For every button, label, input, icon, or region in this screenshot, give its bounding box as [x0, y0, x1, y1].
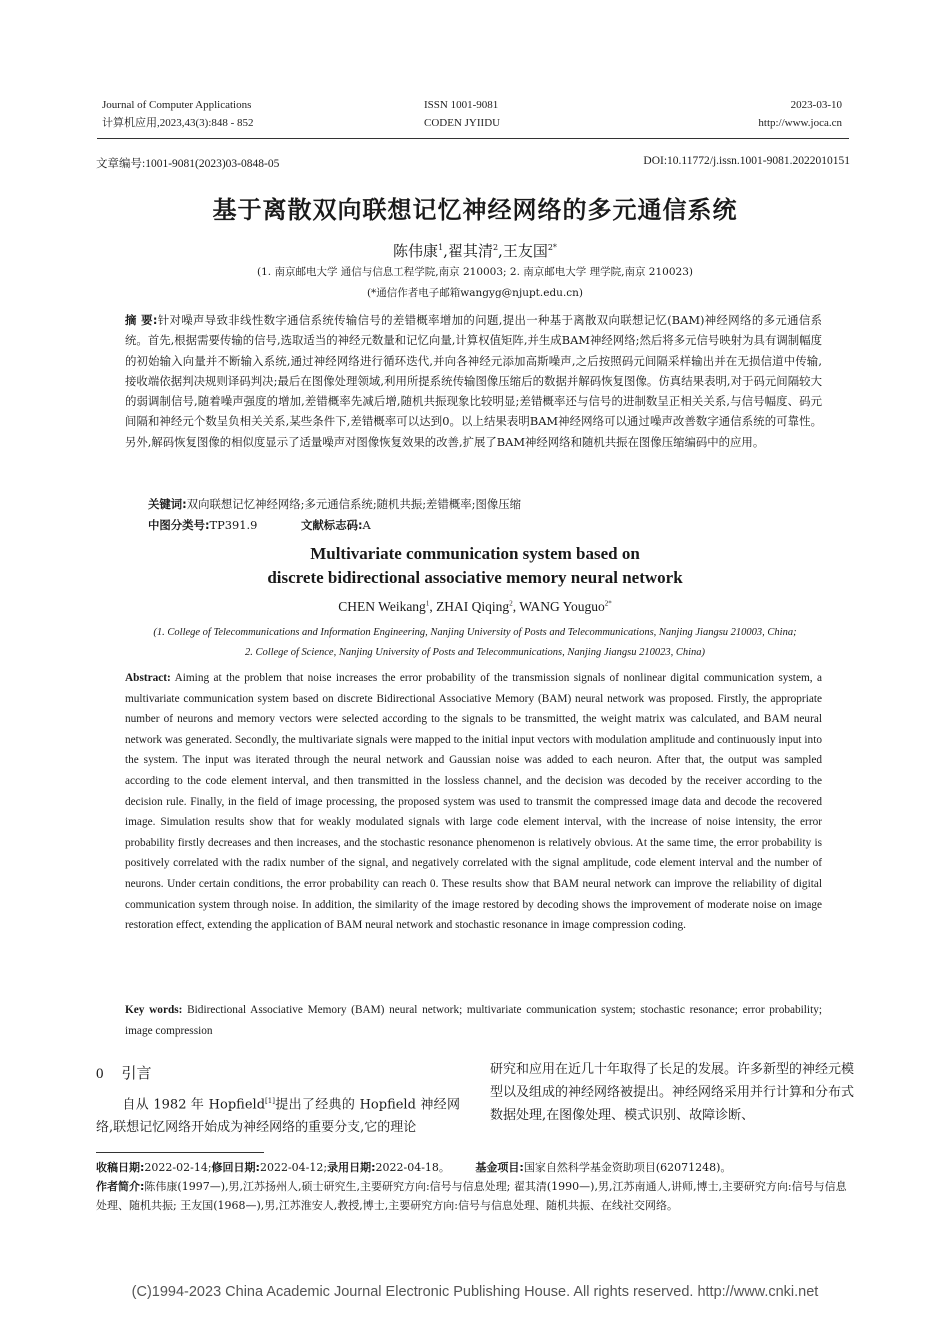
publish-date: 2023-03-10: [790, 99, 842, 111]
fund-text: 国家自然科学基金资助项目(62071248)。: [523, 1161, 732, 1174]
author-sep: ,: [498, 242, 503, 260]
author-sup: 2: [492, 243, 499, 252]
title-en-line: discrete bidirectional associative memory neural network: [267, 568, 683, 587]
authors-en: [0, 599, 950, 615]
journal-header-center: [424, 96, 500, 132]
author-name: 王友国: [502, 242, 548, 260]
doc-code-label: 文献标志码:: [301, 518, 363, 532]
section-heading: [96, 1062, 152, 1083]
title-en: [0, 542, 950, 590]
body-text: 提出了经典的 Hopfield 神经网络,联想记忆网络开始成为神经网络的重要分支,它的理论: [96, 1097, 460, 1136]
affiliation-line: (1. College of Telecommunications and Information Engineering, Nanjing University of Posts and Telecommunications, Nanjing Jiangsu 210003, China;: [153, 627, 797, 638]
keywords-en: [125, 1000, 822, 1041]
received-label: 收稿日期:: [96, 1161, 145, 1174]
keywords-label: 关键词:: [148, 497, 187, 511]
received-date: 2022-02-14;: [144, 1161, 212, 1174]
revised-label: 修回日期:: [211, 1161, 260, 1174]
abstract-en-label: Abstract:: [125, 672, 171, 684]
journal-name-en: Journal of Computer Applications: [102, 99, 252, 111]
author-sup: 1: [425, 599, 430, 608]
author-name: ZHAI Qiqing: [436, 599, 510, 614]
bio-label: 作者简介:: [96, 1180, 145, 1193]
affiliations-en: [100, 623, 850, 663]
author-name: CHEN Weikang: [338, 599, 426, 614]
author-sup: 2*: [604, 599, 612, 608]
section-title: 引言: [121, 1064, 152, 1082]
footnote-dates: [96, 1158, 856, 1177]
keywords-cn: [148, 496, 822, 512]
copyright-notice: (C)1994-2023 China Academic Journal Electronic Publishing House. All rights reserved. http://www.cnki.net: [131, 1284, 819, 1300]
accepted-date: 2022-04-18。: [375, 1161, 450, 1174]
classification-cn: [148, 517, 371, 533]
footnote-rule: [96, 1152, 264, 1153]
author-sep: ,: [512, 599, 520, 614]
body-text: 自从 1982 年 Hopfield: [122, 1097, 266, 1113]
affiliation-line: 2. College of Science, Nanjing University of Posts and Telecommunications, Nanjing Jiangsu 210023, China): [244, 647, 706, 658]
author-sup: 2*: [547, 243, 557, 252]
page-title: 基于离散双向联想记忆神经网络的多元通信系统: [212, 196, 738, 224]
title-en-line: Multivariate communication system based on: [310, 544, 640, 563]
fund-label: 基金项目:: [475, 1161, 524, 1174]
keywords-en-text: Bidirectional Associative Memory (BAM) neural network; multivariate communication system; stochastic resonance; error probability; image compression: [125, 1004, 822, 1037]
abstract-en-text: Aiming at the problem that noise increases the error probability of the transmission signals of nonlinear digital communication system, a multivariate communication system based on discrete Bidirectional Associative Memory (BAM) neural network was proposed. Firstly, the appropriate number of neurons and memory vectors were selected according to the signals to be transmitted, the weight matrix was calculated, and BAM neural network was generated. Secondly, the multivariate signals were mapped to the initial input vectors with modulation amplitude and continuously input into the system. The input was iterated through the neural network and Gaussian noise was added to each neuron. After that, the output was sampled according to the code element interval, and then transmitted in the lossless channel, and the decision was decoded by the receiver according to the decision rule. Finally, in the field of image processing, the proposed system was used to transmit the compressed image data and decode the recovered image. Simulation results show that for weakly modulated signals with large code element interval, with the increase of noise intensity, the error probability firstly decreases and then increases, and the stochastic resonance phenomenon is relatively obvious. At the same time, the error probability is positively correlated with the radix number of the signal, and negatively correlated with the signal amplitude, code element interval and the number of neurons. Under certain conditions, the error probability can reach 0. These results show that BAM neural network can improve the reliability of digital communication system through noise. In addition, the similarity of the image restored by decoding shows the improvement of moderate noise on image restoration effect, extending the application of BAM neural network and stochastic resonance in image compression coding.: [125, 672, 822, 932]
accepted-label: 录用日期:: [327, 1161, 376, 1174]
author-sup: 1: [438, 243, 444, 252]
coden: CODEN JYIIDU: [424, 117, 501, 129]
journal-header-right: [758, 96, 842, 132]
author-name: 陈伟康: [393, 242, 439, 260]
body-column-right: 研究和应用在近几十年取得了长足的发展。许多新型的神经元模型以及组成的神经网络被提出。神经网络采用并行计算和分布式数据处理,在图像处理、模式识别、故障诊断、: [490, 1062, 855, 1123]
keywords-en-label: Key words:: [125, 1004, 183, 1016]
journal-header-left: [102, 96, 254, 132]
revised-date: 2022-04-12;: [259, 1161, 328, 1174]
section-number: 0: [96, 1066, 104, 1082]
author-name: 翟其清: [447, 242, 493, 260]
author-sup: 2: [509, 599, 513, 608]
journal-url[interactable]: http://www.joca.cn: [758, 117, 842, 129]
affiliations-cn: (1. 南京邮电大学 通信与信息工程学院,南京 210003; 2. 南京邮电大学 理学院,南京 210023): [257, 266, 693, 278]
doi[interactable]: DOI:10.11772/j.issn.1001-9081.2022010151: [643, 155, 850, 167]
issn: ISSN 1001-9081: [424, 99, 499, 111]
journal-citation-cn: 计算机应用,2023,43(3):848 - 852: [102, 117, 254, 129]
authors-cn: [0, 240, 950, 261]
bio-text: 陈伟康(1997—),男,江苏扬州人,硕士研究生,主要研究方向:信号与信息处理; 翟其清(1990—),男,江苏南通人,讲师,博士,主要研究方向:信号与信息处理、随机共振; 王友国(1968—),男,江苏淮安人,教授,博士,主要研究方向:信号与信息处理、随机共振、在线社交网络。: [96, 1180, 847, 1212]
class-label: 中图分类号:: [148, 518, 210, 532]
class-value: TP391.9: [209, 518, 258, 532]
body-column-left: [96, 1090, 460, 1139]
header-rule: [97, 138, 849, 139]
abstract-cn: [125, 310, 822, 452]
doc-code-value: A: [362, 518, 371, 532]
article-id: 文章编号:1001-9081(2023)03-0848-05: [96, 158, 280, 170]
keywords-text: 双向联想记忆神经网络;多元通信系统;随机共振;差错概率;图像压缩: [186, 497, 522, 511]
abstract-en: [125, 668, 822, 936]
footnote-bio: [96, 1177, 856, 1215]
citation-ref[interactable]: [1]: [265, 1097, 275, 1105]
abstract-text: 针对噪声导致非线性数字通信系统传输信号的差错概率增加的问题,提出一种基于离散双向联想记忆(BAM)神经网络的多元通信系统。首先,根据需要传输的信号,选取适当的神经元数量和记忆向量,计算权值矩阵,并生成BAM神经网络;然后将多元信号映射为具有调制幅度的初始输入向量并不断输入系统,通过神经网络进行循环迭代,并向各神经元添加高斯噪声,之后按照码元间隔采样输出并在无损信道中传输,接收端依据判决规则译码判决;最后在图像处理领域,利用所提系统传输图像压缩后的数据并解码恢复图像。仿真结果表明,对于码元间隔较大的弱调制信号,随着噪声强度的增加,差错概率先减后增,随机共振现象比较明显;差错概率还与信号的进制数呈正相关关系,与信号幅度、码元间隔和神经元个数呈负相关关系,某些条件下,差错概率可以达到0。以上结果表明BAM神经网络可以通过噪声改善数字通信系统的可靠性。另外,解码恢复图像的相似度显示了适量噪声对图像恢复效果的改善,扩展了BAM神经网络和随机共振在图像压缩编码中的应用。: [125, 313, 822, 449]
author-name: WANG Youguo: [519, 599, 605, 614]
corresponding-email: (*通信作者电子邮箱wangyg@njupt.edu.cn): [366, 287, 584, 299]
author-sep: ,: [443, 242, 448, 260]
author-sep: ,: [429, 599, 437, 614]
abstract-label: 摘 要:: [125, 313, 158, 327]
